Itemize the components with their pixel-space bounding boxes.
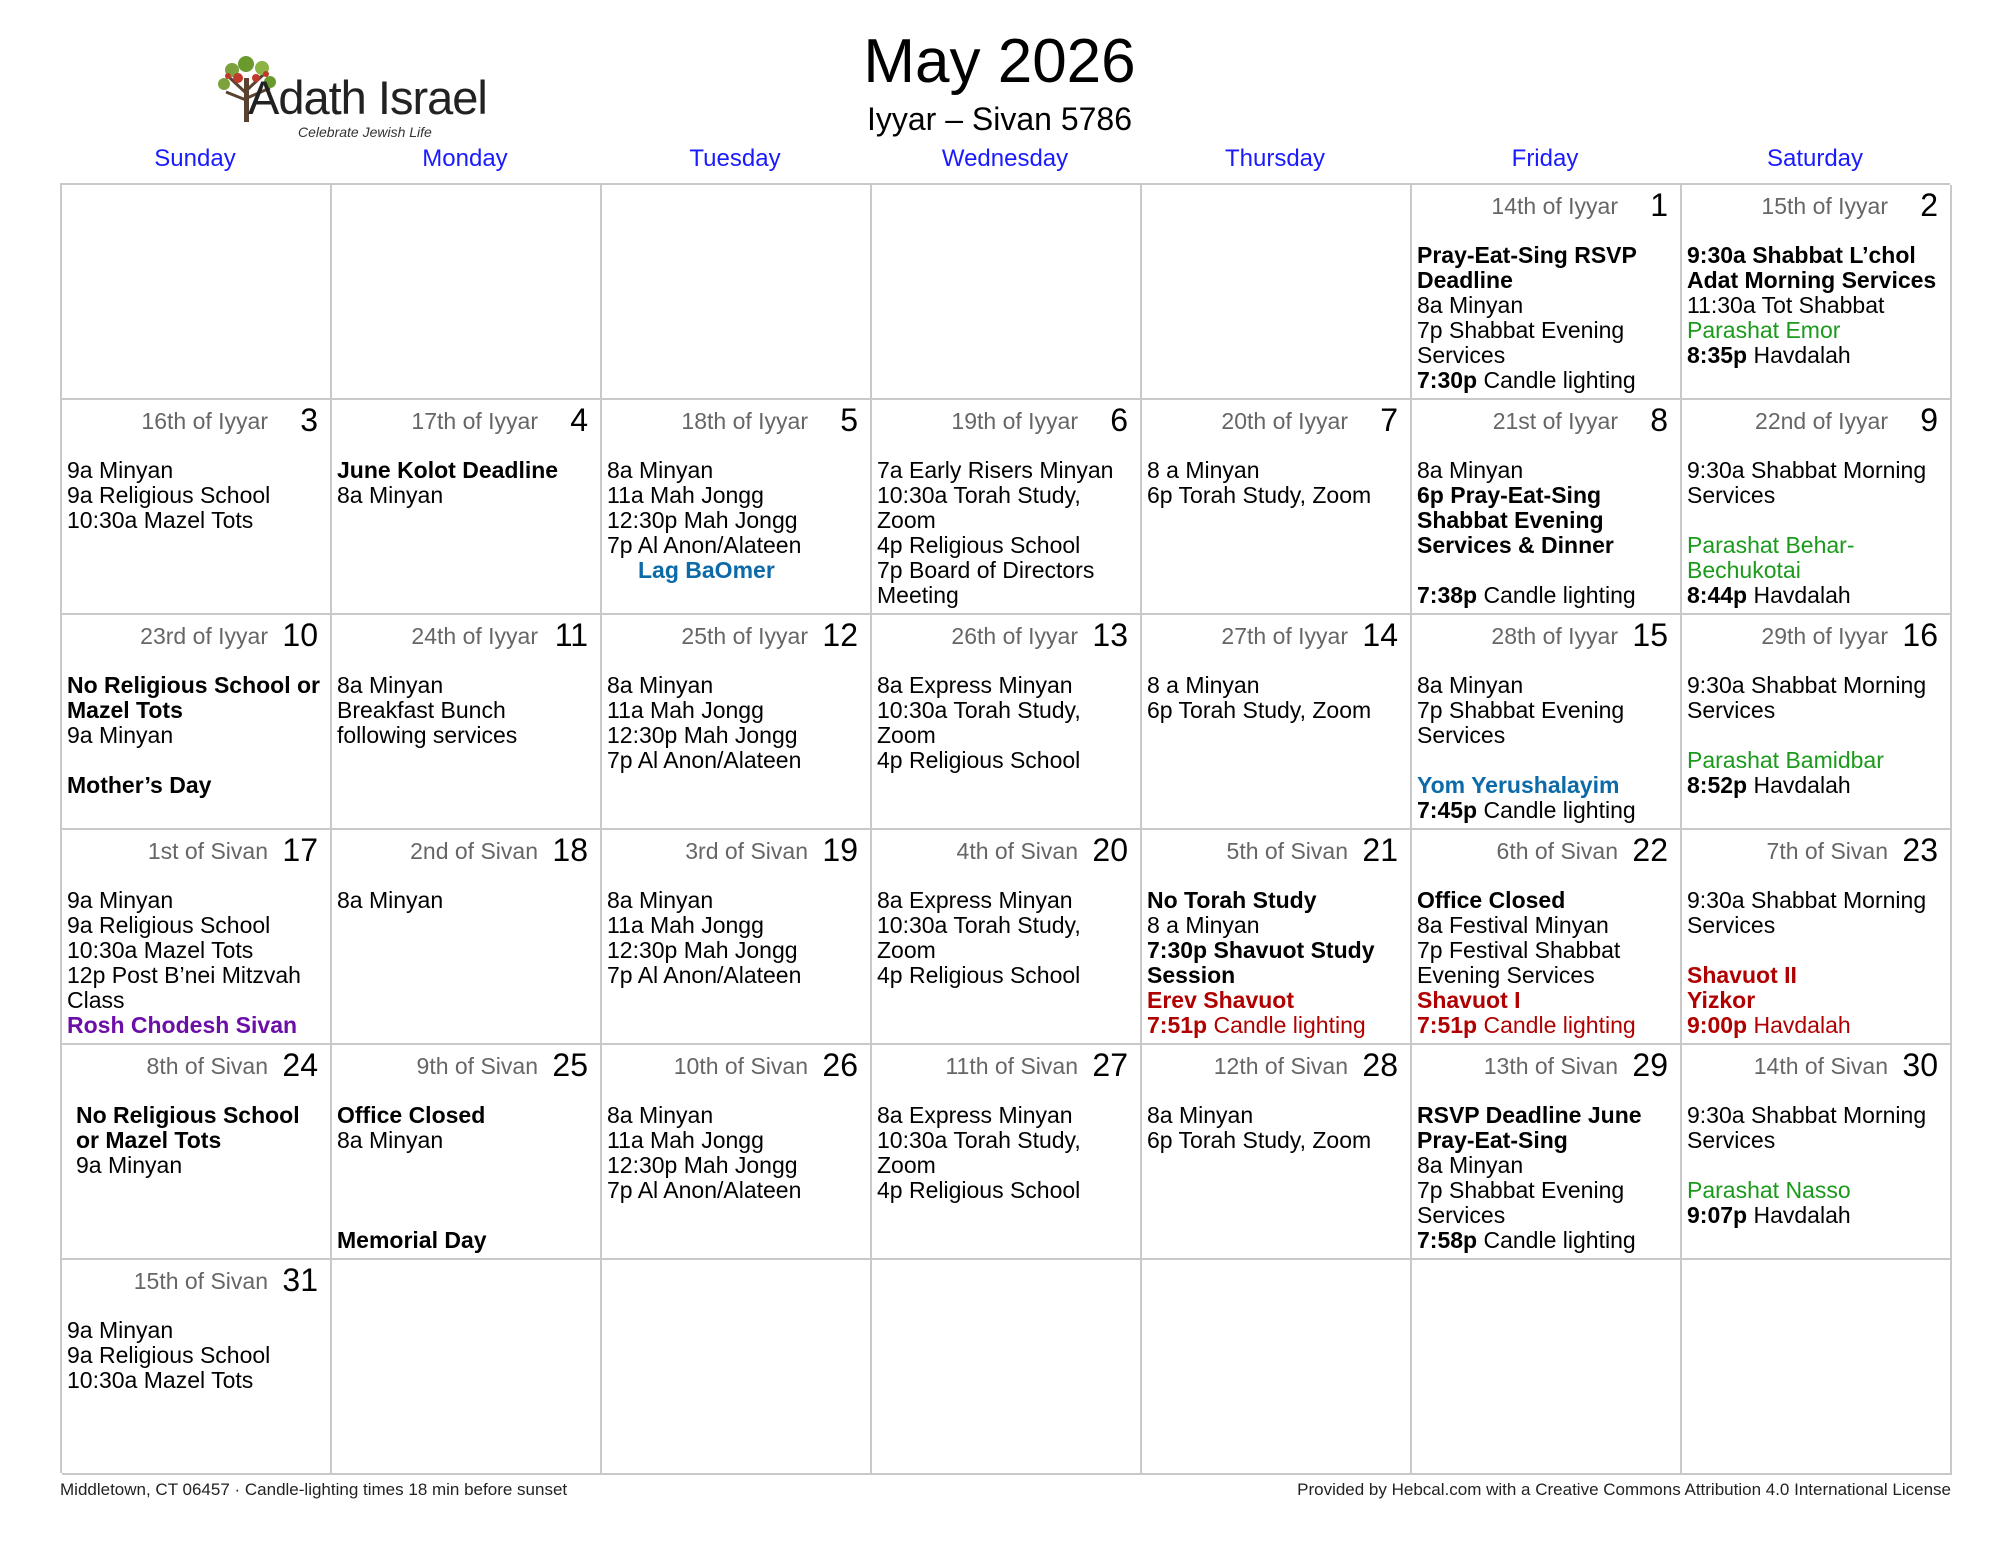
event-list <box>1687 1103 1946 1228</box>
event-item: Office Closed <box>1417 887 1566 913</box>
event-item: 9:30a Shabbat L’chol Adat Morning Services <box>1687 242 1937 293</box>
event-list <box>1147 458 1406 508</box>
event-item: Breakfast Bunch following services <box>337 697 518 748</box>
event-list <box>607 458 866 583</box>
event-item <box>1417 1228 1676 1253</box>
empty-day-cell <box>872 1260 1142 1475</box>
hebrew-date: 17th of Iyyar <box>411 408 538 434</box>
day-number: 13 <box>1092 617 1128 653</box>
hebrew-month-subtitle: Iyyar – Sivan 5786 <box>866 101 1133 137</box>
event-item <box>1417 583 1676 608</box>
event-item: 7p Al Anon/Alateen <box>607 962 802 988</box>
event-label: Candle lighting <box>1477 797 1636 823</box>
hebrew-date: 29th of Iyyar <box>1761 623 1888 649</box>
event-list <box>877 888 1136 988</box>
day-cell-3 <box>62 400 332 615</box>
day-cell-14 <box>1142 615 1412 830</box>
event-item: 7p Board of Directors Meeting <box>877 557 1095 608</box>
event-label: Candle lighting <box>1477 1012 1636 1038</box>
day-number: 25 <box>552 1047 588 1083</box>
event-list <box>1687 458 1946 608</box>
day-cell-12 <box>602 615 872 830</box>
event-item: No Religious School or Mazel Tots <box>76 1102 300 1153</box>
event-item: 7a Early Risers Minyan <box>877 457 1114 483</box>
event-item: 8 a Minyan <box>1147 672 1260 698</box>
logo-name: Adath Israel <box>248 71 487 124</box>
event-item: Shavuot II <box>1687 962 1797 988</box>
day-number: 9 <box>1920 402 1938 438</box>
day-cell-17 <box>62 830 332 1045</box>
event-list <box>877 1103 1136 1203</box>
event-item: 6p Torah Study, Zoom <box>1147 482 1372 508</box>
event-item: 11a Mah Jongg <box>607 697 764 723</box>
event-item: 8a Minyan <box>1417 1152 1524 1178</box>
event-item: 8a Minyan <box>607 672 714 698</box>
event-list <box>67 458 326 533</box>
day-number: 17 <box>282 832 318 868</box>
event-item: 10:30a Torah Study, Zoom <box>877 482 1081 533</box>
weekday-sunday: Sunday <box>154 145 236 172</box>
day-cell-15 <box>1412 615 1682 830</box>
event-item: No Torah Study <box>1147 887 1317 913</box>
day-number: 31 <box>282 1262 318 1298</box>
hebrew-date: 2nd of Sivan <box>410 838 538 864</box>
event-item: 8a Minyan <box>337 887 444 913</box>
hebrew-date: 14th of Iyyar <box>1491 193 1618 219</box>
hebrew-date: 20th of Iyyar <box>1221 408 1348 434</box>
event-label: Havdalah <box>1747 772 1851 798</box>
day-cell-4 <box>332 400 602 615</box>
event-item: 9a Minyan <box>67 457 174 483</box>
event-list <box>337 673 596 748</box>
event-list <box>607 888 866 988</box>
empty-day-cell <box>332 185 602 400</box>
day-cell-28 <box>1142 1045 1412 1260</box>
event-spacer <box>1687 938 1946 963</box>
event-list <box>1417 243 1676 393</box>
footer-location: Middletown, CT 06457 · Candle-lighting times 18 min before sunset <box>60 1480 568 1499</box>
event-list <box>1147 1103 1406 1153</box>
day-number: 30 <box>1902 1047 1938 1083</box>
event-item: Lag BaOmer <box>638 557 775 583</box>
event-item: 7p Al Anon/Alateen <box>607 532 802 558</box>
event-item: 8a Minyan <box>1417 292 1524 318</box>
weekday-tuesday: Tuesday <box>689 145 781 172</box>
event-time: 8:35p <box>1687 342 1748 368</box>
hebrew-date: 18th of Iyyar <box>681 408 808 434</box>
event-list <box>607 673 866 773</box>
event-item: 11a Mah Jongg <box>607 482 764 508</box>
hebrew-date: 12th of Sivan <box>1213 1053 1348 1079</box>
event-list <box>1687 673 1946 798</box>
event-item: 6p Pray-Eat-Sing Shabbat Evening Services & Dinner <box>1417 482 1614 558</box>
hebrew-date: 16th of Iyyar <box>141 408 268 434</box>
event-item: 10:30a Mazel Tots <box>67 1367 254 1393</box>
event-item: 10:30a Torah Study, Zoom <box>877 697 1081 748</box>
event-list <box>1687 888 1946 1038</box>
event-item: Parashat Bamidbar <box>1687 747 1884 773</box>
event-list <box>1147 673 1406 723</box>
event-item: 11:30a Tot Shabbat <box>1687 292 1885 318</box>
hebrew-date: 5th of Sivan <box>1226 838 1348 864</box>
empty-day-cell <box>1142 185 1412 400</box>
hebrew-date: 21st of Iyyar <box>1492 408 1618 434</box>
event-list <box>337 888 596 913</box>
event-item: 8 a Minyan <box>1147 912 1260 938</box>
day-cell-13 <box>872 615 1142 830</box>
day-cell-24 <box>62 1045 332 1260</box>
weekday-thursday: Thursday <box>1224 145 1326 172</box>
hebrew-date: 7th of Sivan <box>1766 838 1888 864</box>
event-list <box>1417 673 1676 823</box>
day-number: 20 <box>1092 832 1128 868</box>
day-cell-19 <box>602 830 872 1045</box>
event-item: 8a Express Minyan <box>877 1102 1073 1128</box>
empty-day-cell <box>872 185 1142 400</box>
event-item: 8a Minyan <box>1417 457 1524 483</box>
hebrew-date: 27th of Iyyar <box>1221 623 1348 649</box>
hebrew-date: 4th of Sivan <box>956 838 1078 864</box>
event-list <box>1687 243 1946 368</box>
day-cell-27 <box>872 1045 1142 1260</box>
event-item: 8a Express Minyan <box>877 672 1073 698</box>
footer-credit: Provided by Hebcal.com with a Creative Commons Attribution 4.0 International License <box>1297 1480 1951 1499</box>
event-list <box>1147 888 1406 1038</box>
event-item: 10:30a Torah Study, Zoom <box>877 912 1081 963</box>
event-item: 7p Shabbat Evening Services <box>1417 697 1625 748</box>
event-item: Parashat Nasso <box>1687 1177 1851 1203</box>
event-list <box>1417 888 1676 1038</box>
event-list <box>1417 1103 1676 1253</box>
day-number: 8 <box>1650 402 1668 438</box>
day-number: 1 <box>1650 187 1668 223</box>
empty-day-cell <box>1682 1260 1952 1475</box>
event-list <box>877 458 1136 608</box>
event-list <box>337 1103 596 1253</box>
event-list <box>1417 458 1676 608</box>
event-item: 10:30a Mazel Tots <box>67 937 254 963</box>
event-time: 7:30p <box>1417 367 1478 393</box>
event-item: Memorial Day <box>337 1227 487 1253</box>
day-cell-1 <box>1412 185 1682 400</box>
day-number: 19 <box>822 832 858 868</box>
event-item: Parashat Behar-Bechukotai <box>1687 532 1855 583</box>
day-cell-5 <box>602 400 872 615</box>
event-item: 8a Minyan <box>1147 1102 1254 1128</box>
event-time: 7:38p <box>1417 582 1478 608</box>
event-item: 11a Mah Jongg <box>607 912 764 938</box>
event-time: 7:51p <box>1417 1012 1478 1038</box>
event-spacer <box>1417 748 1676 773</box>
hebrew-date: 19th of Iyyar <box>951 408 1078 434</box>
hebrew-date: 13th of Sivan <box>1483 1053 1618 1079</box>
day-cell-22 <box>1412 830 1682 1045</box>
event-item: 12p Post B’nei Mitzvah Class <box>67 962 301 1013</box>
hebrew-date: 25th of Iyyar <box>681 623 808 649</box>
hebrew-date: 24th of Iyyar <box>411 623 538 649</box>
logo-tagline: Celebrate Jewish Life <box>298 124 432 140</box>
day-number: 7 <box>1380 402 1398 438</box>
day-number: 26 <box>822 1047 858 1083</box>
day-cell-2 <box>1682 185 1952 400</box>
day-number: 4 <box>570 402 588 438</box>
day-number: 3 <box>300 402 318 438</box>
event-item: 9a Religious School <box>67 1342 271 1368</box>
event-item: 8a Festival Minyan <box>1417 912 1609 938</box>
event-item: 8a Minyan <box>1417 672 1524 698</box>
day-number: 14 <box>1362 617 1398 653</box>
event-time: 8:44p <box>1687 582 1748 608</box>
event-item: 6p Torah Study, Zoom <box>1147 1127 1372 1153</box>
event-item: 7p Shabbat Evening Services <box>1417 1177 1625 1228</box>
event-time: 8:52p <box>1687 772 1748 798</box>
day-cell-9 <box>1682 400 1952 615</box>
event-item: 12:30p Mah Jongg <box>607 722 798 748</box>
event-spacer <box>337 1203 596 1228</box>
event-label: Havdalah <box>1747 1202 1851 1228</box>
event-item: 10:30a Mazel Tots <box>67 507 254 533</box>
day-number: 6 <box>1110 402 1128 438</box>
event-item <box>1687 583 1946 608</box>
day-cell-7 <box>1142 400 1412 615</box>
empty-day-cell <box>332 1260 602 1475</box>
event-item: 9:30a Shabbat Morning Services <box>1687 1102 1927 1153</box>
event-list <box>337 458 596 508</box>
day-number: 24 <box>282 1047 318 1083</box>
event-item: 7p Al Anon/Alateen <box>607 1177 802 1203</box>
event-item: 4p Religious School <box>877 1177 1081 1203</box>
event-item <box>1687 1203 1946 1228</box>
event-item: 9:30a Shabbat Morning Services <box>1687 672 1927 723</box>
event-label: Candle lighting <box>1477 582 1636 608</box>
day-cell-6 <box>872 400 1142 615</box>
day-number: 16 <box>1902 617 1938 653</box>
day-number: 22 <box>1632 832 1668 868</box>
empty-day-cell <box>602 1260 872 1475</box>
weekday-friday: Friday <box>1511 145 1579 172</box>
hebrew-date: 15th of Sivan <box>133 1268 268 1294</box>
day-number: 12 <box>822 617 858 653</box>
hebrew-date: 11th of Sivan <box>945 1053 1078 1079</box>
event-item <box>1417 1013 1676 1038</box>
event-item: 9a Minyan <box>67 887 174 913</box>
day-cell-21 <box>1142 830 1412 1045</box>
event-item: Mother’s Day <box>67 772 212 798</box>
day-cell-18 <box>332 830 602 1045</box>
event-label: Candle lighting <box>1207 1012 1366 1038</box>
event-time: 7:58p <box>1417 1227 1478 1253</box>
event-item: Shavuot I <box>1417 987 1521 1013</box>
event-label: Candle lighting <box>1477 367 1636 393</box>
hebrew-date: 14th of Sivan <box>1753 1053 1888 1079</box>
event-label: Havdalah <box>1747 582 1851 608</box>
event-spacer <box>1417 558 1676 583</box>
hebrew-date: 26th of Iyyar <box>951 623 1078 649</box>
day-number: 10 <box>282 617 318 653</box>
event-item: No Religious School or Mazel Tots <box>67 672 321 723</box>
event-item: 9a Minyan <box>67 722 174 748</box>
hebrew-date: 15th of Iyyar <box>1761 193 1888 219</box>
event-list <box>877 673 1136 773</box>
day-cell-31 <box>62 1260 332 1475</box>
event-item <box>1417 798 1676 823</box>
day-number: 2 <box>1920 187 1938 223</box>
event-list <box>67 1318 326 1393</box>
event-item: Parashat Emor <box>1687 317 1841 343</box>
event-spacer <box>1687 723 1946 748</box>
event-item: 9a Minyan <box>76 1152 183 1178</box>
event-item: Rosh Chodesh Sivan <box>67 1012 298 1038</box>
event-item: 11a Mah Jongg <box>607 1127 764 1153</box>
event-item: 7p Shabbat Evening Services <box>1417 317 1625 368</box>
event-list <box>67 1103 326 1178</box>
event-item: 6p Torah Study, Zoom <box>1147 697 1372 723</box>
weekday-saturday: Saturday <box>1766 145 1864 172</box>
event-item <box>1417 368 1676 393</box>
event-label: Candle lighting <box>1477 1227 1636 1253</box>
event-item <box>1687 343 1946 368</box>
event-item: 8a Minyan <box>337 1127 444 1153</box>
event-time: 7:51p <box>1147 1012 1208 1038</box>
day-cell-23 <box>1682 830 1952 1045</box>
day-cell-8 <box>1412 400 1682 615</box>
day-cell-10 <box>62 615 332 830</box>
day-number: 21 <box>1362 832 1398 868</box>
event-item: 8a Minyan <box>607 887 714 913</box>
event-label: Havdalah <box>1747 342 1851 368</box>
event-spacer <box>1687 1153 1946 1178</box>
event-list <box>67 673 326 798</box>
event-item: 7p Festival Shabbat Evening Services <box>1417 937 1621 988</box>
event-item: 9:30a Shabbat Morning Services <box>1687 887 1927 938</box>
hebrew-date: 10th of Sivan <box>673 1053 808 1079</box>
event-item: 8 a Minyan <box>1147 457 1260 483</box>
event-item: 8a Minyan <box>607 457 714 483</box>
hebrew-date: 1st of Sivan <box>147 838 268 864</box>
day-cell-25 <box>332 1045 602 1260</box>
day-number: 28 <box>1362 1047 1398 1083</box>
event-item: 9a Religious School <box>67 482 271 508</box>
event-item: RSVP Deadline June Pray-Eat-Sing <box>1417 1102 1642 1153</box>
event-item: Pray-Eat-Sing RSVP Deadline <box>1417 242 1637 293</box>
event-item <box>1687 773 1946 798</box>
day-number: 29 <box>1632 1047 1668 1083</box>
event-spacer <box>337 1178 596 1203</box>
event-item: 8a Minyan <box>607 1102 714 1128</box>
day-cell-29 <box>1412 1045 1682 1260</box>
event-spacer <box>337 1153 596 1178</box>
event-item: 4p Religious School <box>877 747 1081 773</box>
event-item: 9a Minyan <box>67 1317 174 1343</box>
day-number: 18 <box>552 832 588 868</box>
day-number: 15 <box>1632 617 1668 653</box>
event-label: Havdalah <box>1747 1012 1851 1038</box>
day-number: 5 <box>840 402 858 438</box>
hebrew-date: 22nd of Iyyar <box>1755 408 1888 434</box>
event-time: 7:45p <box>1417 797 1478 823</box>
event-item: 12:30p Mah Jongg <box>607 937 798 963</box>
day-cell-26 <box>602 1045 872 1260</box>
hebrew-date: 28th of Iyyar <box>1491 623 1618 649</box>
calendar-grid <box>60 183 1950 1473</box>
event-item: 9:30a Shabbat Morning Services <box>1687 457 1927 508</box>
day-number: 27 <box>1092 1047 1128 1083</box>
hebrew-date: 6th of Sivan <box>1496 838 1618 864</box>
event-item: 4p Religious School <box>877 962 1081 988</box>
event-item: Yom Yerushalayim <box>1417 772 1620 798</box>
event-item: Erev Shavuot <box>1147 987 1294 1013</box>
event-spacer <box>67 748 326 773</box>
event-item: 8a Minyan <box>337 482 444 508</box>
event-item <box>1687 1013 1946 1038</box>
event-item: Office Closed <box>337 1102 486 1128</box>
hebrew-date: 8th of Sivan <box>146 1053 268 1079</box>
day-cell-30 <box>1682 1045 1952 1260</box>
event-item: June Kolot Deadline <box>337 457 559 483</box>
empty-day-cell <box>602 185 872 400</box>
hebrew-date: 23rd of Iyyar <box>140 623 268 649</box>
event-item: 7:30p Shavuot Study Session <box>1147 937 1375 988</box>
event-item: Yizkor <box>1687 987 1756 1013</box>
event-list <box>607 1103 866 1203</box>
day-cell-16 <box>1682 615 1952 830</box>
event-item: 10:30a Torah Study, Zoom <box>877 1127 1081 1178</box>
page-title: May 2026 <box>863 27 1136 96</box>
empty-day-cell <box>1412 1260 1682 1475</box>
day-number: 11 <box>554 617 588 653</box>
event-spacer <box>1687 508 1946 533</box>
day-cell-11 <box>332 615 602 830</box>
event-list <box>67 888 326 1038</box>
hebrew-date: 3rd of Sivan <box>685 838 808 864</box>
event-time: 9:00p <box>1687 1012 1748 1038</box>
weekday-monday: Monday <box>422 145 508 172</box>
event-item: 4p Religious School <box>877 532 1081 558</box>
event-item <box>1147 1013 1406 1038</box>
event-time: 9:07p <box>1687 1202 1748 1228</box>
weekday-wednesday: Wednesday <box>941 145 1069 172</box>
empty-day-cell <box>62 185 332 400</box>
event-item: 8a Minyan <box>337 672 444 698</box>
empty-day-cell <box>1142 1260 1412 1475</box>
weekday-header-row <box>60 140 1950 180</box>
event-item: 7p Al Anon/Alateen <box>607 747 802 773</box>
event-item: 9a Religious School <box>67 912 271 938</box>
day-cell-20 <box>872 830 1142 1045</box>
event-item: 8a Express Minyan <box>877 887 1073 913</box>
day-number: 23 <box>1902 832 1938 868</box>
hebrew-date: 9th of Sivan <box>416 1053 538 1079</box>
event-item: 12:30p Mah Jongg <box>607 1152 798 1178</box>
event-item: 12:30p Mah Jongg <box>607 507 798 533</box>
